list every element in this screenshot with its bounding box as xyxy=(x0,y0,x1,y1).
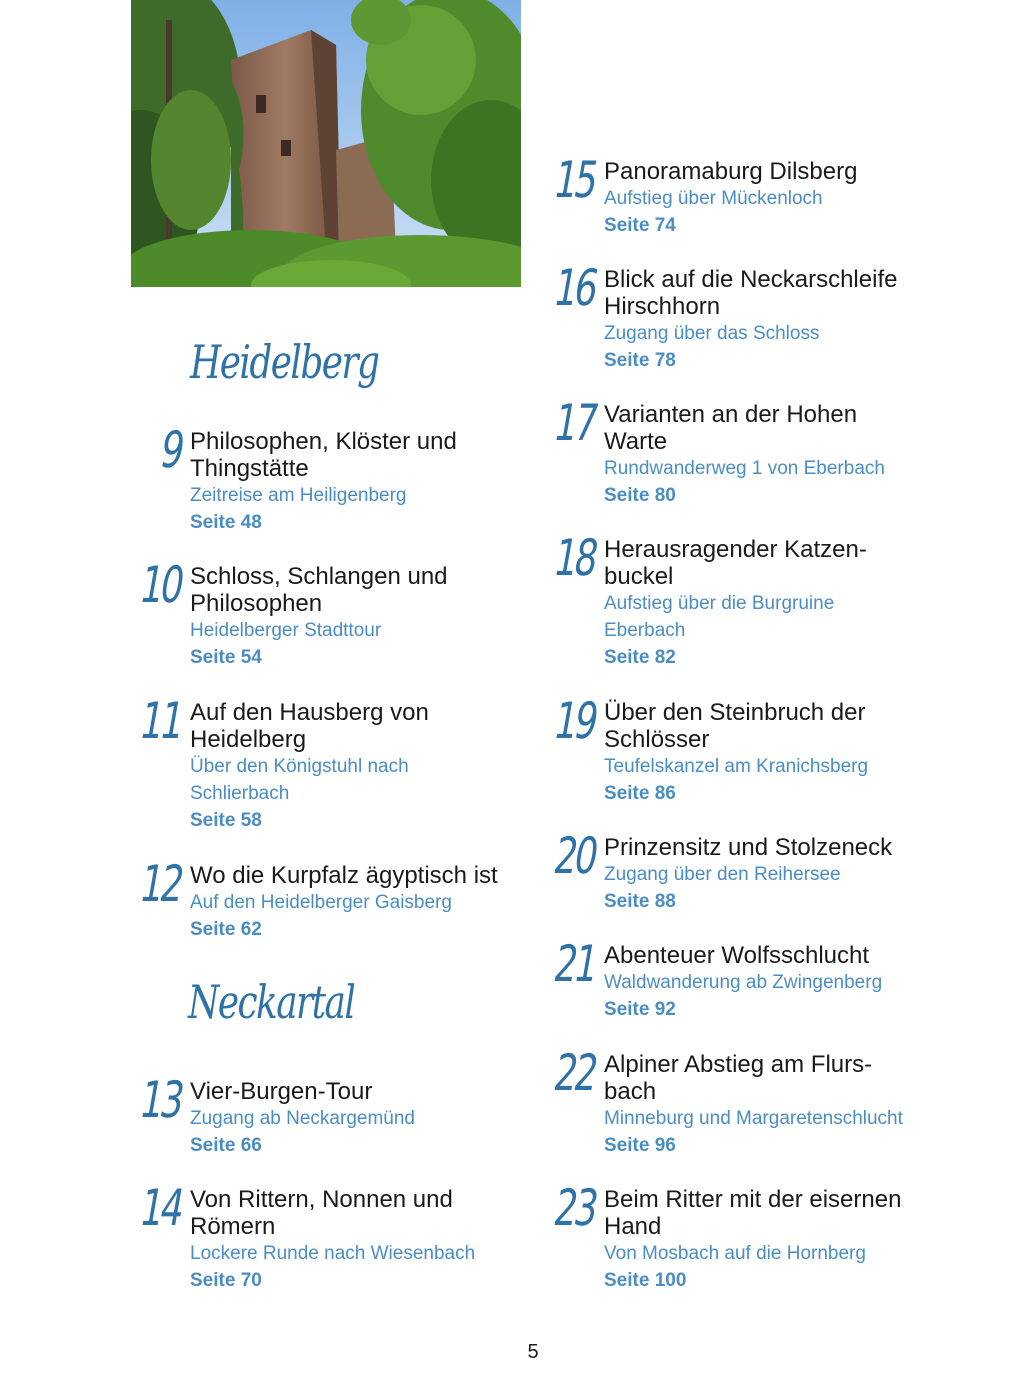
toc-entry[interactable] xyxy=(550,692,984,807)
tour-number: 16 xyxy=(550,259,601,317)
tour-title: Abenteuer Wolfsschlucht xyxy=(604,942,870,969)
tour-title: Alpiner Abstieg am Flurs-bach xyxy=(604,1051,873,1105)
toc-entry[interactable] xyxy=(550,394,984,509)
tour-page: Seite 58 xyxy=(190,810,262,831)
tour-subtitle: Auf den Heidelberger Gaisberg xyxy=(190,892,452,913)
toc-entry[interactable] xyxy=(550,935,984,1023)
tour-page: Seite 48 xyxy=(190,512,262,533)
section-title-neckartal: Neckartal xyxy=(188,975,355,1029)
toc-entry[interactable] xyxy=(550,1179,984,1294)
tour-page: Seite 70 xyxy=(190,1270,262,1291)
toc-entry[interactable] xyxy=(550,827,984,915)
tour-number: 11 xyxy=(136,692,187,750)
tour-title: Beim Ritter mit der eisernen Hand xyxy=(604,1186,902,1240)
tour-page: Seite 74 xyxy=(604,215,676,236)
toc-entry[interactable] xyxy=(136,1179,570,1294)
tour-page: Seite 66 xyxy=(190,1135,262,1156)
tour-page: Seite 86 xyxy=(604,783,676,804)
tour-page: Seite 54 xyxy=(190,647,262,668)
tour-title: Wo die Kurpfalz ägyptisch ist xyxy=(190,862,498,889)
tour-subtitle: Über den Königstuhl nach Schlierbach xyxy=(190,756,409,804)
toc-entry[interactable] xyxy=(136,692,570,834)
tour-title: Prinzensitz und Stolzeneck xyxy=(604,834,893,861)
tour-subtitle: Minneburg und Margaretenschlucht xyxy=(604,1108,903,1129)
tour-number: 21 xyxy=(550,935,601,993)
tour-number: 19 xyxy=(550,692,601,750)
tour-subtitle: Zugang über den Reihersee xyxy=(604,864,841,885)
tour-number: 14 xyxy=(136,1179,187,1237)
tour-subtitle: Aufstieg über die Burgruine Eberbach xyxy=(604,593,835,641)
page-number: 5 xyxy=(527,1341,539,1363)
tour-page: Seite 88 xyxy=(604,891,676,912)
tour-title: Über den Steinbruch der Schlösser xyxy=(604,699,866,753)
tour-page: Seite 78 xyxy=(604,350,676,371)
tour-number: 23 xyxy=(550,1179,601,1237)
tour-title: Vier-Burgen-Tour xyxy=(190,1078,373,1105)
tour-number: 12 xyxy=(136,855,187,913)
toc-entry[interactable] xyxy=(156,421,570,536)
tour-subtitle: Waldwanderung ab Zwingenberg xyxy=(604,972,883,993)
toc-entry[interactable] xyxy=(136,855,570,943)
tour-title: Herausragender Katzen-buckel xyxy=(604,536,867,590)
tour-number: 10 xyxy=(136,556,187,614)
tour-page: Seite 80 xyxy=(604,485,676,506)
tour-page: Seite 62 xyxy=(190,919,262,940)
tour-subtitle: Aufstieg über Mückenloch xyxy=(604,188,823,209)
tour-title: Auf den Hausberg von Heidelberg xyxy=(190,699,429,753)
tour-number: 17 xyxy=(550,394,601,452)
toc-entry[interactable] xyxy=(550,1044,984,1159)
tour-title: Blick auf die Neckarschleife Hirschhorn xyxy=(604,266,898,320)
tour-subtitle: Von Mosbach auf die Hornberg xyxy=(604,1243,866,1264)
tour-page: Seite 96 xyxy=(604,1135,676,1156)
tour-title: Varianten an der Hohen Warte xyxy=(604,401,858,455)
tour-title: Von Rittern, Nonnen und Römern xyxy=(190,1186,453,1240)
tour-number: 9 xyxy=(156,421,187,479)
tour-subtitle: Zeitreise am Heiligenberg xyxy=(190,485,407,506)
tour-subtitle: Zugang über das Schloss xyxy=(604,323,820,344)
tour-subtitle: Rundwanderweg 1 von Eberbach xyxy=(604,458,885,479)
tour-number: 20 xyxy=(550,827,601,885)
castle-ruin-photo xyxy=(131,0,521,287)
tour-title: Schloss, Schlangen und Philosophen xyxy=(190,563,448,617)
toc-entry[interactable] xyxy=(136,1071,570,1159)
tour-subtitle: Zugang ab Neckargemünd xyxy=(190,1108,415,1129)
toc-entry[interactable] xyxy=(550,151,984,239)
tour-number: 15 xyxy=(550,151,601,209)
tour-page: Seite 100 xyxy=(604,1270,687,1291)
toc-entry[interactable] xyxy=(550,529,984,671)
tour-title: Panoramaburg Dilsberg xyxy=(604,158,858,185)
tour-number: 18 xyxy=(550,529,601,587)
tour-number: 13 xyxy=(136,1071,187,1129)
tour-page: Seite 92 xyxy=(604,999,676,1020)
toc-entry[interactable] xyxy=(550,259,984,374)
toc-entry[interactable] xyxy=(136,556,570,671)
tour-subtitle: Teufelskanzel am Kranichsberg xyxy=(604,756,869,777)
tour-title: Philosophen, Klöster und Thingstätte xyxy=(190,428,457,482)
section-title-heidelberg: Heidelberg xyxy=(190,335,379,389)
tour-page: Seite 82 xyxy=(604,647,676,668)
tour-number: 22 xyxy=(550,1044,601,1102)
tour-subtitle: Heidelberger Stadttour xyxy=(190,620,382,641)
tour-subtitle: Lockere Runde nach Wiesenbach xyxy=(190,1243,476,1264)
